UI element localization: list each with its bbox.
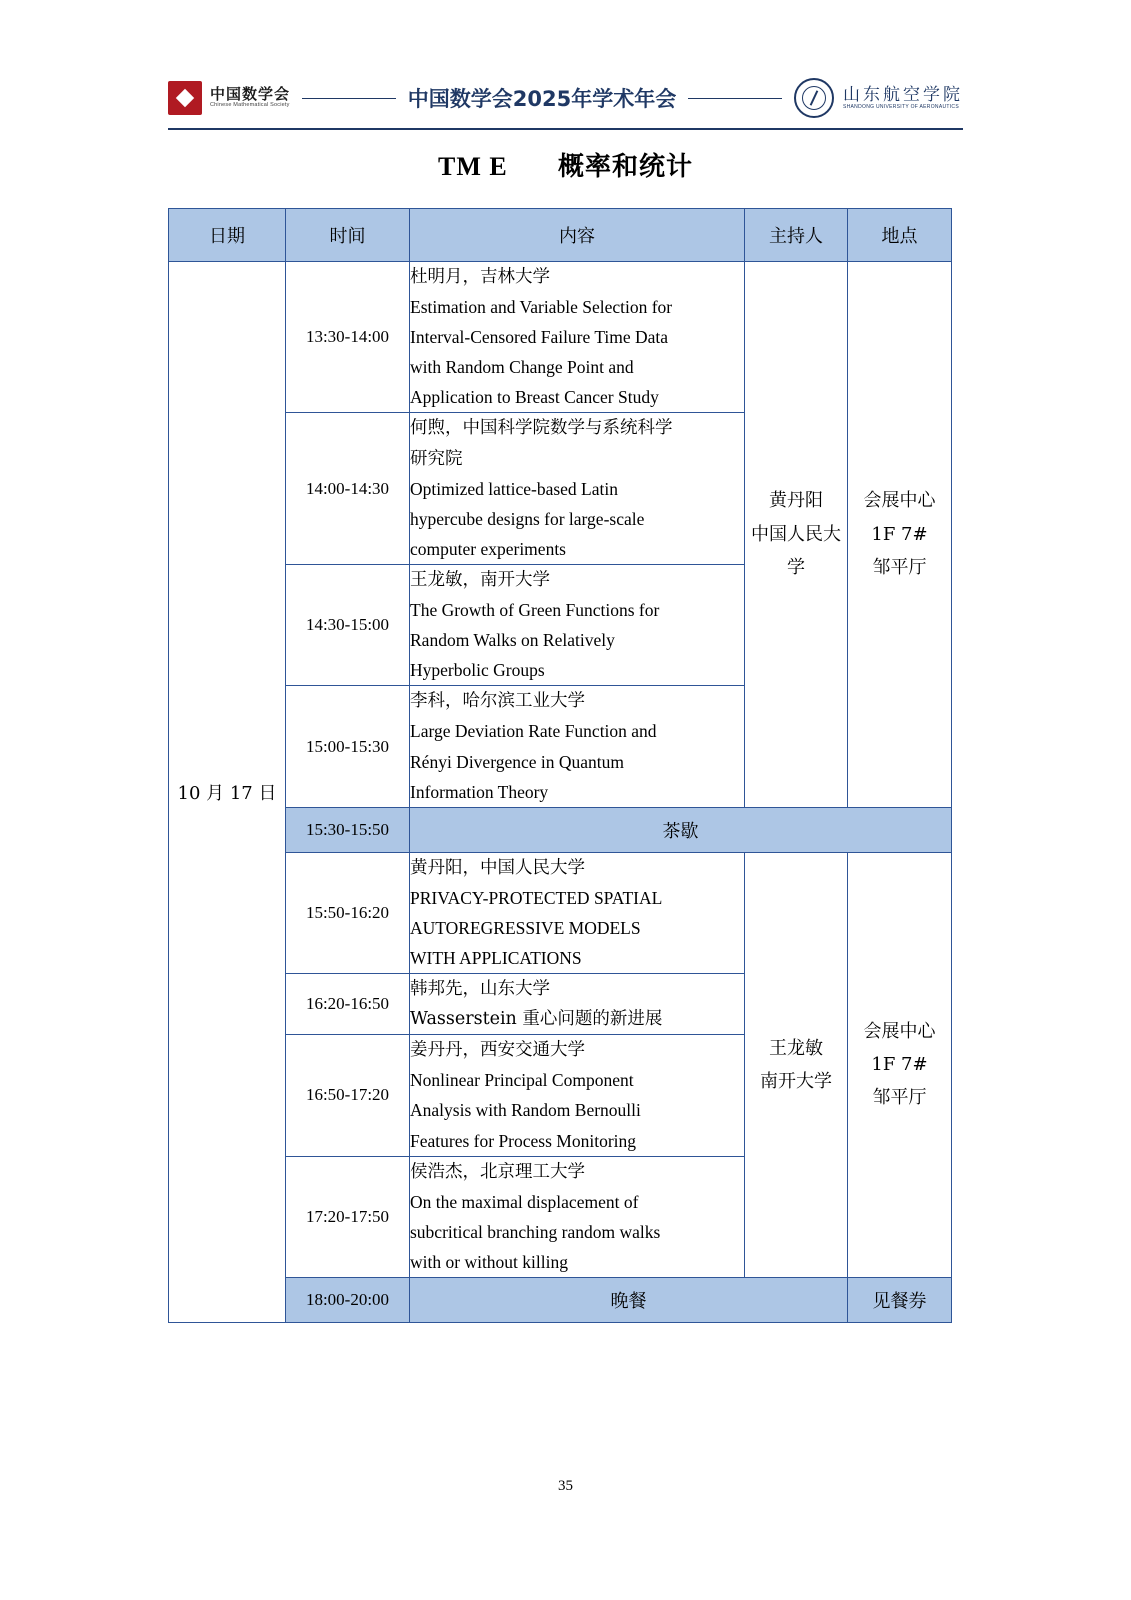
column-header-place: 地点 xyxy=(848,209,952,262)
cell-time-dinner: 18:00-20:00 xyxy=(286,1278,410,1323)
talk-line: Random Walks on Relatively xyxy=(410,630,615,651)
cell-content xyxy=(410,686,745,807)
table-row xyxy=(169,852,952,973)
talk-line: Analysis with Random Bernoulli xyxy=(410,1100,641,1121)
cell-place xyxy=(848,262,952,808)
place-line: 邹平厅 xyxy=(872,556,927,578)
cell-time: 17:20-17:50 xyxy=(286,1156,410,1277)
cell-tea-break-label: 茶歇 xyxy=(410,807,952,852)
talk-line: Nonlinear Principal Component xyxy=(410,1070,634,1091)
speaker-line: 韩邦先，山东大学 xyxy=(410,979,550,1000)
cell-content xyxy=(410,1156,745,1277)
host-line: 南开大学 xyxy=(760,1070,832,1092)
header-banner-title: 中国数学会2025年学术年会 xyxy=(407,87,677,111)
cell-content xyxy=(410,262,745,413)
sdua-logo-group xyxy=(794,78,963,118)
cms-logo-group xyxy=(168,81,290,115)
sdua-logo-en: SHANDONG UNIVERSITY OF AERONAUTICS xyxy=(843,103,959,110)
page-number: 35 xyxy=(558,1478,573,1494)
talk-line: Rényi Divergence in Quantum xyxy=(410,751,624,772)
cell-time: 14:00-14:30 xyxy=(286,413,410,564)
cms-logo-text xyxy=(210,87,290,109)
cell-content xyxy=(410,1035,745,1156)
speaker-line: 何煦，中国科学院数学与系统科学 xyxy=(410,418,673,439)
host-line: 黄丹阳 xyxy=(769,490,823,512)
talk-line: Interval-Censored Failure Time Data xyxy=(410,327,669,348)
dinner-row xyxy=(169,1278,952,1323)
cell-date: 10 月 17 日 xyxy=(169,262,286,1323)
schedule-table xyxy=(168,208,952,1323)
talk-line: with Random Change Point and xyxy=(410,357,634,378)
host-line: 王龙敏 xyxy=(769,1037,823,1059)
table-header-row xyxy=(169,209,952,262)
cell-content xyxy=(410,413,745,564)
header-rule-right xyxy=(688,98,782,99)
header-rule-left xyxy=(302,98,396,99)
place-line: 1F 7# xyxy=(871,523,928,545)
cell-time: 16:50-17:20 xyxy=(286,1035,410,1156)
talk-line: WITH APPLICATIONS xyxy=(410,947,582,968)
talk-line: computer experiments xyxy=(410,538,566,559)
talk-line: Wasserstein 重心问题的新进展 xyxy=(410,1009,663,1030)
talk-line: The Growth of Green Functions for xyxy=(410,600,660,621)
talk-line: subcritical branching random walks xyxy=(410,1221,661,1242)
table-row xyxy=(169,262,952,413)
speaker-line: 杜明月，吉林大学 xyxy=(410,267,550,287)
place-line: 1F 7# xyxy=(871,1054,928,1076)
page-header xyxy=(168,68,963,130)
cell-dinner-place: 见餐券 xyxy=(848,1278,952,1323)
column-header-time: 时间 xyxy=(286,209,410,262)
cell-content xyxy=(410,564,745,685)
cell-dinner-label: 晚餐 xyxy=(410,1278,848,1323)
session-name: 概率和统计 xyxy=(557,152,693,182)
page-title xyxy=(0,146,1131,183)
speaker-line: 王龙敏，南开大学 xyxy=(410,569,550,590)
cell-time: 15:50-16:20 xyxy=(286,852,410,973)
cell-time: 16:20-16:50 xyxy=(286,974,410,1035)
session-code: TM E xyxy=(437,152,508,181)
schedule-table-wrapper xyxy=(168,208,951,1323)
talk-line: Features for Process Monitoring xyxy=(410,1130,637,1151)
sdua-logo-cn: 山东航空学院 xyxy=(843,84,963,105)
cell-host xyxy=(745,852,848,1277)
talk-line: On the maximal displacement of xyxy=(410,1191,639,1212)
speaker-line: 侯浩杰，北京理工大学 xyxy=(410,1161,585,1182)
place-line: 会展中心 xyxy=(863,490,936,512)
talk-line: Optimized lattice-based Latin xyxy=(410,478,618,499)
host-line: 中国人民大学 xyxy=(751,523,841,578)
sdua-logo-text xyxy=(843,86,963,110)
talk-line: Information Theory xyxy=(410,781,549,802)
cell-content xyxy=(410,852,745,973)
cell-place xyxy=(848,852,952,1277)
cms-logo-en: Chinese Mathematical Society xyxy=(210,101,290,108)
cell-time-tea-break: 15:30-15:50 xyxy=(286,807,410,852)
talk-line: Estimation and Variable Selection for xyxy=(410,297,673,318)
talk-line: Hyperbolic Groups xyxy=(410,660,545,681)
place-line: 邹平厅 xyxy=(872,1087,927,1109)
shandong-university-seal-icon xyxy=(794,78,834,118)
cell-time: 15:00-15:30 xyxy=(286,686,410,807)
talk-line: PRIVACY-PROTECTED SPATIAL xyxy=(410,887,663,908)
column-header-host: 主持人 xyxy=(745,209,848,262)
tea-break-row xyxy=(169,807,952,852)
speaker-line: 黄丹阳，中国人民大学 xyxy=(410,857,585,878)
chinese-mathematical-society-logo-icon xyxy=(168,81,202,115)
cell-time: 13:30-14:00 xyxy=(286,262,410,413)
cms-logo-cn: 中国数学会 xyxy=(210,85,291,104)
cell-host xyxy=(745,262,848,808)
column-header-content: 内容 xyxy=(410,209,745,262)
speaker-line: 姜丹丹，西安交通大学 xyxy=(410,1040,585,1061)
talk-line: hypercube designs for large-scale xyxy=(410,508,645,529)
talk-line: with or without killing xyxy=(410,1251,568,1272)
speaker-line: 李科，哈尔滨工业大学 xyxy=(410,691,585,712)
talk-line: Application to Breast Cancer Study xyxy=(410,387,659,408)
place-line: 会展中心 xyxy=(863,1020,936,1042)
cell-time: 14:30-15:00 xyxy=(286,564,410,685)
cell-content xyxy=(410,974,745,1035)
talk-line: Large Deviation Rate Function and xyxy=(410,721,657,742)
talk-line: AUTOREGRESSIVE MODELS xyxy=(410,917,641,938)
speaker-line-2: 研究院 xyxy=(410,448,463,469)
column-header-date: 日期 xyxy=(169,209,286,262)
